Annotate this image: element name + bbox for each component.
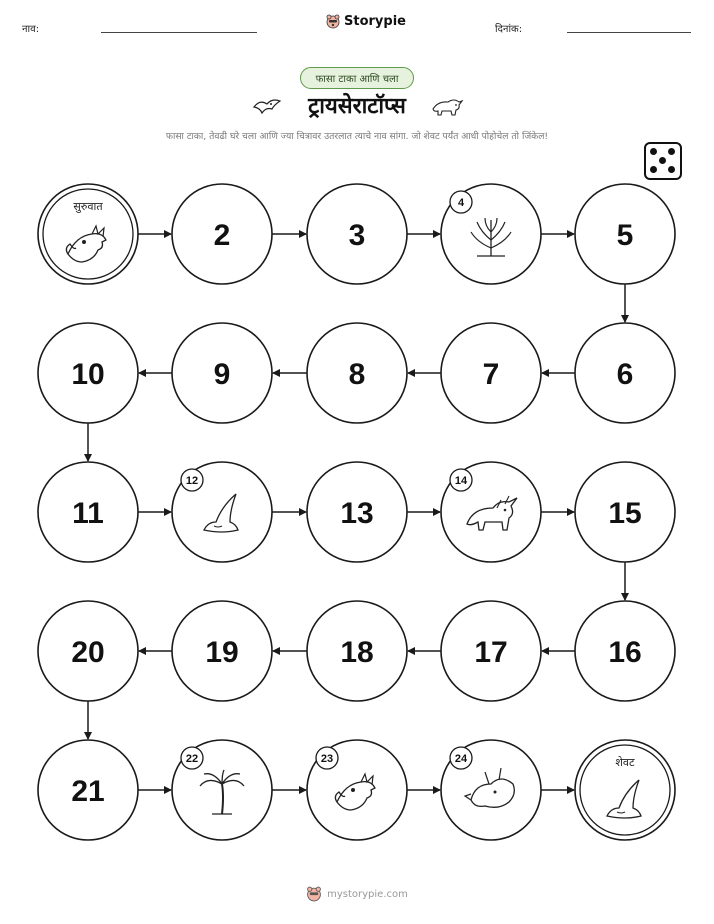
space-number: 8: [348, 358, 366, 391]
board-space-10[interactable]: [38, 323, 138, 423]
board-space-1[interactable]: [38, 184, 138, 284]
end-label: शेवट: [615, 756, 635, 769]
board-space-25[interactable]: [575, 740, 675, 840]
instructions: फासा टाका, तेवढी घरे चला आणि ज्या चित्रावर उतरलात त्याचे नाव सांगा. जो शेवट पर्यंत आधी पोहोचेल तो जिंकेल!: [165, 131, 549, 142]
board-space-20[interactable]: [38, 601, 138, 701]
name-label: नाव:: [22, 24, 40, 35]
board-space-21[interactable]: [38, 740, 138, 840]
page-title: ट्रायसेराटॉप्स: [308, 94, 406, 119]
board-space-6[interactable]: [575, 323, 675, 423]
space-number: 12: [185, 475, 199, 487]
board-space-4[interactable]: [441, 184, 541, 284]
brand-name: Storypie: [344, 14, 406, 29]
space-number: 15: [608, 497, 642, 530]
space-number: 16: [608, 636, 642, 669]
board-space-17[interactable]: [441, 601, 541, 701]
date-label: दिनांक:: [495, 24, 523, 35]
board-space-2[interactable]: [172, 184, 272, 284]
space-number: 4: [457, 197, 465, 209]
board-space-18[interactable]: [307, 601, 407, 701]
board-space-19[interactable]: [172, 601, 272, 701]
space-number: 24: [454, 753, 468, 765]
board-space-3[interactable]: [307, 184, 407, 284]
space-number: 23: [320, 753, 334, 765]
board-space-22[interactable]: [172, 740, 272, 840]
space-number: 22: [185, 753, 199, 765]
board-space-7[interactable]: [441, 323, 541, 423]
board-space-9[interactable]: [172, 323, 272, 423]
space-number: 21: [71, 775, 105, 808]
game-type-badge: फासा टाका आणि चला: [300, 67, 414, 89]
space-number: 5: [616, 219, 634, 252]
space-number: 2: [213, 219, 231, 252]
board-space-23[interactable]: [307, 740, 407, 840]
board-space-12[interactable]: [172, 462, 272, 562]
space-number: 13: [340, 497, 374, 530]
footer-url: mystorypie.com: [327, 888, 408, 900]
board-space-5[interactable]: [575, 184, 675, 284]
space-number: 10: [71, 358, 105, 391]
board-space-16[interactable]: [575, 601, 675, 701]
board-space-13[interactable]: [307, 462, 407, 562]
space-number: 20: [71, 636, 105, 669]
space-number: 17: [474, 636, 508, 669]
start-label: सुरुवात: [73, 200, 103, 213]
board-space-15[interactable]: [575, 462, 675, 562]
space-number: 19: [205, 636, 239, 669]
space-number: 18: [340, 636, 374, 669]
space-number: 9: [213, 358, 231, 391]
board-space-11[interactable]: [38, 462, 138, 562]
space-number: 3: [348, 219, 366, 252]
board-space-14[interactable]: [441, 462, 541, 562]
space-number: 11: [72, 497, 104, 530]
space-number: 7: [482, 358, 500, 391]
space-number: 6: [616, 358, 634, 391]
storypie-logo-icon: [306, 886, 322, 902]
board-space-8[interactable]: [307, 323, 407, 423]
space-number: 14: [454, 475, 468, 487]
footer: [0, 886, 714, 902]
board-space-24[interactable]: [441, 740, 541, 840]
